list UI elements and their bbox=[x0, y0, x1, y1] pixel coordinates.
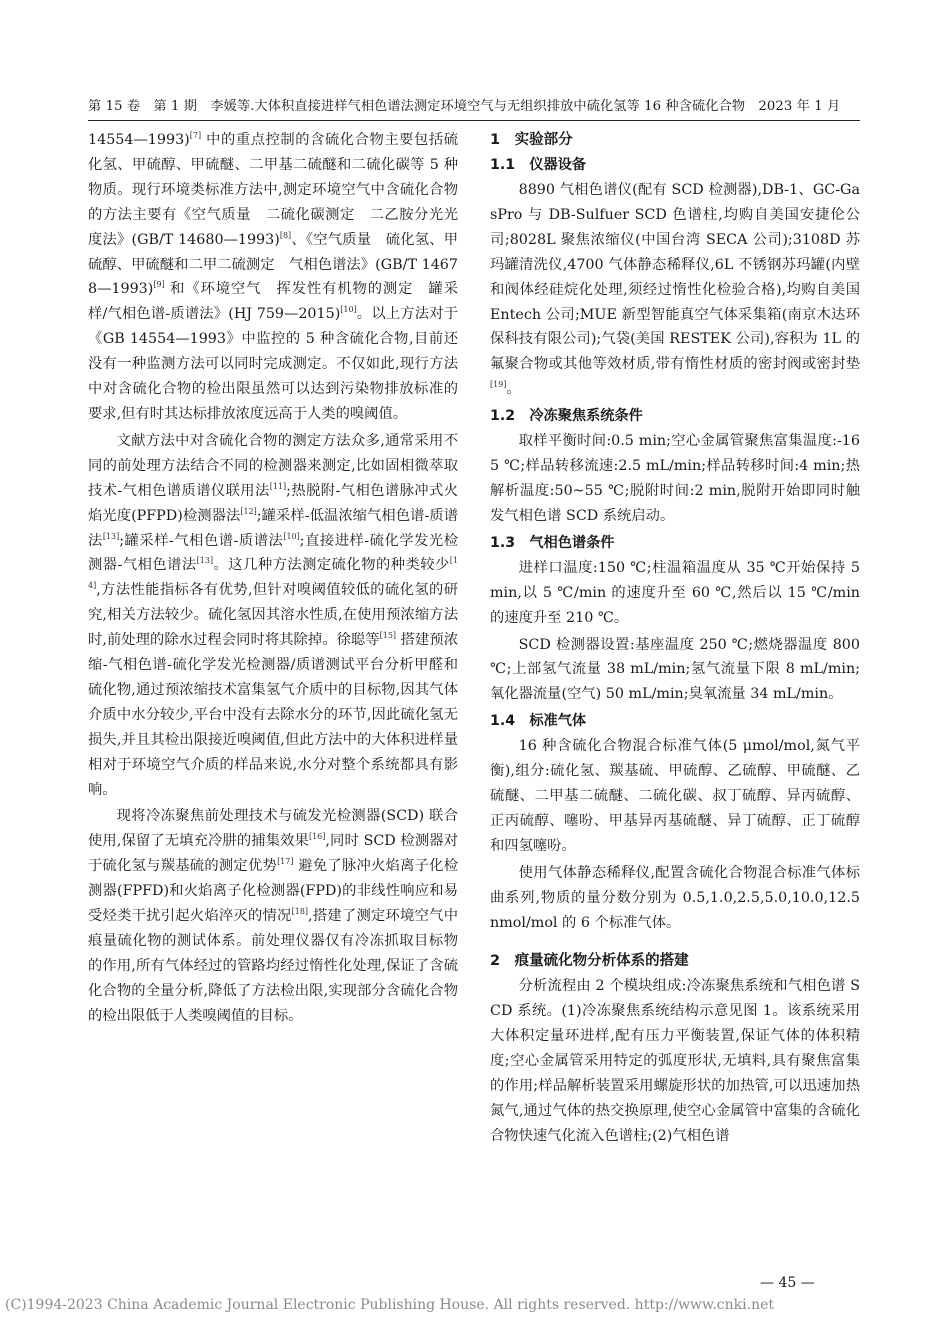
paragraph-literature-methods bbox=[88, 429, 458, 803]
text: ,方法性能指标各有优势,但针对嗅阈值较低的硫化氢的研究,相关方法较少。硫化氢因其溶水性质,在使用预浓缩方法时,前处理的除水过程会同时将其除掉。徐聪等 bbox=[88, 582, 458, 649]
citation[interactable]: [18] bbox=[291, 907, 309, 917]
paragraph-instruments bbox=[490, 178, 860, 402]
subsection-heading-standard-gas: 1.4 标准气体 bbox=[490, 713, 587, 730]
citation[interactable]: [10] bbox=[340, 305, 357, 315]
paragraph-system-setup: 分析流程由 2 个模块组成:冷冻聚焦系统和气相色谱 SCD 系统。(1)冷冻聚焦系统结构示意见图 1。该系统采用大体积定量环进样,配有压力平衡装置,保证气体的体积精度;空心金属管采用特定的弧度形状,无填料,具有聚焦富集的作用;样品解析装置采用螺旋形状的加热管,可以迅速加热氮气,通过气体的热交换原理,使空心金属管中富集的含硫化合物快速气化流入色谱柱;(2)气相色谱 bbox=[490, 978, 860, 1144]
copyright-footer: (C)1994-2023 China Academic Journal Electronic Publishing House. All rights reserved. http://www.cnki.net bbox=[5, 1297, 775, 1313]
left-column bbox=[88, 128, 458, 1031]
text: 。以上方法对于《GB 14554—1993》中监控的 5 种含硫化合物,目前还没有一种监测方法可以同时完成测定。不仅如此,现行方法中对含硫化合物的检出限虽然可以达到污染物排放标准的要求,但有时其达标排放浓度远高于人类的嗅阈值。 bbox=[88, 306, 459, 422]
subsection-heading-instruments: 1.1 仪器设备 bbox=[490, 157, 587, 173]
paragraph-gc-oven: 进样口温度:150 ℃;柱温箱温度从 35 ℃开始保持 5 min,以 5 ℃/min 的速度升至 60 ℃,然后以 15 ℃/min 的速度升至 210 ℃。 bbox=[490, 559, 860, 626]
text: 、《空气质量 硫化氢、甲硫醇、甲硫醚和二甲二硫测定 气相色谱法》(GB/T 14678—1993) bbox=[88, 231, 458, 298]
citation[interactable]: [15] bbox=[379, 631, 397, 641]
text: ;热脱附-气相色谱脉冲式火焰光度(PFPD)检测器法 bbox=[88, 482, 458, 524]
citation[interactable]: [8] bbox=[279, 230, 292, 240]
right-column bbox=[490, 128, 860, 1151]
text: 搭建预浓缩-气相色谱-硫化学发光检测器/质谱测试平台分析甲醛和硫化物,通过预浓缩技术富集氢气介质中的目标物,因其气体介质中水分较少,平台中没有去除水分的环节,因此硫化氢无损失,并且其检出限接近嗅阈值,但此方法中的大体积进样量相对于环境空气介质的样品来说,水分对整个系统都具有影响。 bbox=[88, 632, 458, 798]
text: 8890 气相色谱仪(配有 SCD 检测器),DB-1、GC-GasPro 与 DB-Sulfuer SCD 色谱柱,均购自美国安捷伦公司;8028L 聚焦浓缩仪(中国台湾 SECA 公司);3108D 苏玛罐清洗仪,4700 气体静态稀释仪,6L 不锈钢苏玛罐(内壁和阀体经硅烷化处理,须经过惰性化检验合格),均购自美国 Entech 公司;MUE 新型智能真空气体采集箱(南京木达环保科技有限公司);气袋(美国 RESTEK 公司),容积为 1L 的氟聚合物或其他等效材质,带有惰性材质的密封阀或密封垫 bbox=[490, 182, 860, 373]
citation[interactable]: [16] bbox=[308, 832, 326, 842]
paragraph-standard-gas: 16 种含硫化合物混合标准气体(5 μmol/mol,氮气平衡),组分:硫化氢、羰基硫、甲硫醇、乙硫醇、甲硫醚、乙硫醚、二甲基二硫醚、二硫化碳、叔丁硫醇、异丙硫醇、正丙硫醇、噻吩、甲基异丙基硫醚、异丁硫醇、正丁硫醇和四氢噻吩。 bbox=[490, 738, 860, 854]
text: ,搭建了测定环境空气中痕量硫化物的测试体系。前处理仪器仅有冷冻抓取目标物的作用,所有气体经过的管路均经过惰性化处理,保证了含硫化合物的全量分析,降低了方法检出限,实现部分含硫化合物的检出限低于人类嗅阈值的目标。 bbox=[88, 908, 459, 1024]
text: ;罐采样-气相色谱-质谱法 bbox=[119, 532, 284, 549]
paragraph-present-work bbox=[88, 804, 458, 1028]
text: ,同时 SCD 检测器对于硫化氢与羰基硫的测定优势 bbox=[88, 833, 458, 875]
paragraph-calibration: 使用气体静态稀释仪,配置含硫化合物混合标准气体标曲系列,物质的量分数分别为 0.5,1.0,2.5,5.0,10.0,12.5 nmol/mol 的 6 个标准气体。 bbox=[490, 864, 860, 931]
citation[interactable]: [9] bbox=[153, 280, 165, 290]
text: 中的重点控制的含硫化合物主要包括硫化氢、甲硫醇、甲硫醚、二甲基二硫醚和二硫化碳等 5 种物质。现行环境类标准方法中,测定环境空气中含硫化合物的方法主要有《空气质量 二硫化碳测定 二乙胺分光光度法》(GB/T 14680—1993) bbox=[88, 132, 458, 248]
citation[interactable]: [13] bbox=[196, 556, 214, 566]
paragraph-scd-settings: SCD 检测器设置:基座温度 250 ℃;燃烧器温度 800 ℃;上部氢气流量 38 mL/min;氢气流量下限 8 mL/min;氧化器流量(空气) 50 mL/min;臭氧流量 34 mL/min。 bbox=[490, 636, 860, 703]
citation[interactable]: [11] bbox=[269, 481, 287, 491]
text: 。 bbox=[506, 381, 521, 398]
citation[interactable]: [12] bbox=[240, 506, 257, 516]
text: 和《环境空气 挥发性有机物的测定 罐采样/气相色谱-质谱法》(HJ 759—2015) bbox=[88, 281, 458, 323]
citation[interactable]: [7] bbox=[189, 131, 202, 141]
text: 文献方法中对含硫化合物的测定方法众多,通常采用不同的前处理方法结合不同的检测器来测定,比如固相微萃取技术-气相色谱质谱仪联用法 bbox=[88, 432, 458, 499]
paragraph-standards bbox=[88, 128, 458, 427]
running-header: 第 15 卷 第 1 期 李媛等.大体积直接进样气相色谱法测定环境空气与无组织排放中硫化氢等 16 种含硫化合物 2023 年 1 月 bbox=[88, 99, 841, 114]
subsection-heading-gc-conditions: 1.3 气相色谱条件 bbox=[490, 534, 615, 551]
header-rule bbox=[88, 120, 860, 121]
citation[interactable]: [17] bbox=[277, 857, 294, 867]
section-heading-system-setup: 2 痕量硫化物分析体系的搭建 bbox=[490, 953, 689, 970]
paragraph-cryofocus: 取样平衡时间:0.5 min;空心金属管聚焦富集温度:-165 ℃;样品转移流速:2.5 mL/min;样品转移时间:4 min;热解析温度:50~55 ℃;脱附时间:2 min,脱附开始即同时触发气相色谱 SCD 系统启动。 bbox=[490, 433, 860, 524]
text: 现将冷冻聚焦前处理技术与硫发光检测器(SCD) 联合使用,保留了无填充冷肼的捕集效果 bbox=[88, 808, 458, 850]
citation[interactable]: [10] bbox=[283, 531, 300, 541]
citation[interactable]: [19] bbox=[490, 380, 507, 390]
text: ;罐采样-低温浓缩气相色谱-质谱法 bbox=[88, 507, 458, 549]
text: 。这几种方法测定硫化物的种类较少 bbox=[213, 557, 450, 574]
page-number: — 45 — bbox=[760, 1275, 815, 1291]
text: 避免了脉冲火焰离子化检测器(FPFD)和火焰离子化检测器(FPD)的非线性响应和易受烃类干扰引起火焰淬灭的情况 bbox=[88, 858, 459, 925]
subsection-heading-cryofocus: 1.2 冷冻聚焦系统条件 bbox=[490, 408, 643, 425]
citation[interactable]: [14] bbox=[88, 556, 458, 591]
section-heading-experimental: 1 实验部分 bbox=[490, 132, 573, 148]
text: ;直接进样-硫化学发光检测器-气相色谱法 bbox=[88, 532, 458, 574]
text: 14554—1993) bbox=[88, 132, 190, 148]
citation[interactable]: [13] bbox=[102, 531, 120, 541]
